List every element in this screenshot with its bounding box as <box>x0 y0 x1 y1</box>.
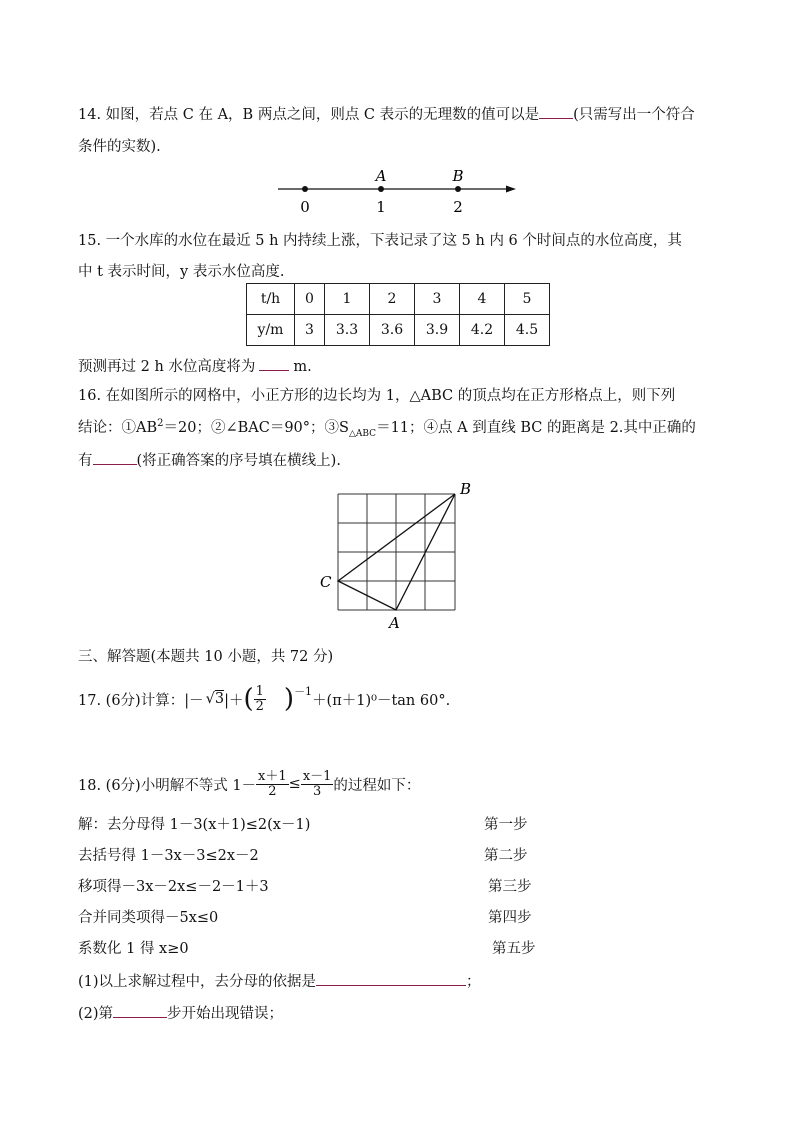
q18-fraction-2 <box>301 770 334 798</box>
q15-water-table <box>246 283 550 346</box>
label-A: A <box>375 167 387 185</box>
q18-intro-b: 的过程如下： <box>333 777 421 794</box>
q15-answer-blank[interactable] <box>259 356 289 371</box>
q18-part2 <box>78 1002 283 1023</box>
q18-part2-text-b: 步开始出现错误； <box>167 1006 284 1022</box>
table-cell: 4.2 <box>460 315 505 346</box>
q16-sup: 2 <box>157 418 164 430</box>
q16-line3 <box>78 449 341 470</box>
q17-sqrt-value: 3 <box>214 691 225 707</box>
q16-grid-figure <box>310 478 480 636</box>
point-A <box>378 186 384 192</box>
q18-frac1-den: 2 <box>268 783 277 799</box>
q17-frac-den: 2 <box>255 698 264 714</box>
q18-step-4-text: 合并同类项得－5x≤0 <box>78 910 219 926</box>
q15-line2: 中 t 表示时间，y 表示水位高度. <box>78 264 285 280</box>
q16-text-a: 结论：①AB <box>78 420 158 436</box>
table-cell: 4.5 <box>505 315 550 346</box>
section-3-title: 三、解答题(本题共 10 小题，共 72 分) <box>78 649 334 665</box>
table-row-y <box>247 315 550 346</box>
right-paren: ) <box>283 684 295 714</box>
q18-step-3-text: 移项得－3x－2x≤－2－1＋3 <box>78 879 269 895</box>
table-cell: 2 <box>370 284 415 315</box>
q18-step-1-label: 第一步 <box>484 817 528 833</box>
q15-predict-text-b: m. <box>293 359 312 375</box>
vertex-label-A: A <box>389 614 400 632</box>
q17-fraction <box>254 685 266 713</box>
q17-exponent: －1 <box>294 685 313 698</box>
q17-prefix: 17. (6分)计算：|－ <box>78 692 204 709</box>
q18-frac2-den: 3 <box>312 783 322 799</box>
q14-text-b: (只需写出一个符合 <box>573 107 695 123</box>
q16-text-b: ＝20；②∠BAC＝90°；③S <box>163 420 349 436</box>
q17-line <box>78 681 450 717</box>
left-paren: ( <box>243 684 254 714</box>
table-cell: 1 <box>325 284 370 315</box>
q17-abs-close: |＋ <box>224 692 244 709</box>
q18-step-1-text: 解：去分母得 1－3(x＋1)≤2(x－1) <box>78 817 311 833</box>
q14-answer-blank[interactable] <box>539 104 573 119</box>
q18-step-5-label: 第五步 <box>492 941 536 957</box>
q18-step-2-label: 第二步 <box>484 848 528 864</box>
q18-frac2-num: x－1 <box>302 768 332 784</box>
table-cell: 4 <box>460 284 505 315</box>
tick-2: 2 <box>453 198 463 216</box>
table-cell: 3.3 <box>325 315 370 346</box>
vertex-label-C: C <box>320 573 332 591</box>
q18-frac1-num: x＋1 <box>258 768 287 784</box>
tick-1: 1 <box>376 198 386 216</box>
table-cell: 3 <box>295 315 325 346</box>
q15-predict-text-a: 预测再过 2 h 水位高度将为 <box>78 359 256 375</box>
q18-step-2-text: 去括号得 1－3x－3≤2x－2 <box>78 848 259 864</box>
sqrt-symbol: √ <box>205 691 215 707</box>
q16-sub: △ABC <box>348 428 377 439</box>
grid-lines <box>338 494 455 610</box>
q18-part1-answer-blank[interactable] <box>316 971 466 986</box>
q16-text-have: 有 <box>78 453 93 469</box>
q15-predict <box>78 355 312 376</box>
q17-rest: ＋(π＋1)⁰－tan 60°. <box>312 692 451 709</box>
q18-intro <box>78 764 420 804</box>
table-cell: y/m <box>247 315 295 346</box>
q18-le: ≤ <box>288 776 301 792</box>
q16-line1: 16. 在如图所示的网格中，小正方形的边长均为 1，△ABC 的顶点均在正方形格点上，则下列 <box>78 388 676 404</box>
q14-line2: 条件的实数). <box>78 139 161 155</box>
q18-intro-a: 18. (6分)小明解不等式 1－ <box>78 777 257 794</box>
q14-text-a: 14. 如图，若点 C 在 A，B 两点之间，则点 C 表示的无理数的值可以是 <box>78 107 540 123</box>
point-B <box>455 186 461 192</box>
q16-answer-blank[interactable] <box>93 450 137 465</box>
number-line-arrow-icon <box>506 186 516 193</box>
q18-step-5-text: 系数化 1 得 x≥0 <box>78 941 189 957</box>
q18-part2-text-a: (2)第 <box>78 1006 114 1022</box>
q18-part1-text-b: ； <box>466 974 481 990</box>
q16-text-d: (将正确答案的序号填在横线上). <box>136 453 341 469</box>
table-cell: t/h <box>247 284 295 315</box>
q18-step-4-label: 第四步 <box>488 910 532 926</box>
label-B: B <box>452 167 464 185</box>
table-row-t <box>247 284 550 315</box>
table-cell: 0 <box>295 284 325 315</box>
q17-frac-num: 1 <box>255 683 264 699</box>
q18-part1 <box>78 970 481 991</box>
table-cell: 3 <box>415 284 460 315</box>
table-cell: 3.6 <box>370 315 415 346</box>
q14-line1 <box>78 103 695 124</box>
q14-number-line <box>270 162 520 218</box>
table-cell: 3.9 <box>415 315 460 346</box>
tick-0: 0 <box>300 198 310 216</box>
vertex-label-B: B <box>460 480 472 498</box>
point-0 <box>302 186 308 192</box>
table-cell: 5 <box>505 284 550 315</box>
q18-part2-answer-blank[interactable] <box>113 1003 167 1018</box>
q16-line2 <box>78 416 696 439</box>
q16-text-c: ＝11；④点 A 到直线 BC 的距离是 2.其中正确的 <box>376 420 696 436</box>
q18-fraction-1 <box>256 770 289 798</box>
q18-step-3-label: 第三步 <box>488 879 532 895</box>
q18-part1-text-a: (1)以上求解过程中，去分母的依据是 <box>78 974 317 990</box>
q15-line1: 15. 一个水库的水位在最近 5 h 内持续上涨，下表记录了这 5 h 内 6 个时间点的水位高度，其 <box>78 233 682 249</box>
